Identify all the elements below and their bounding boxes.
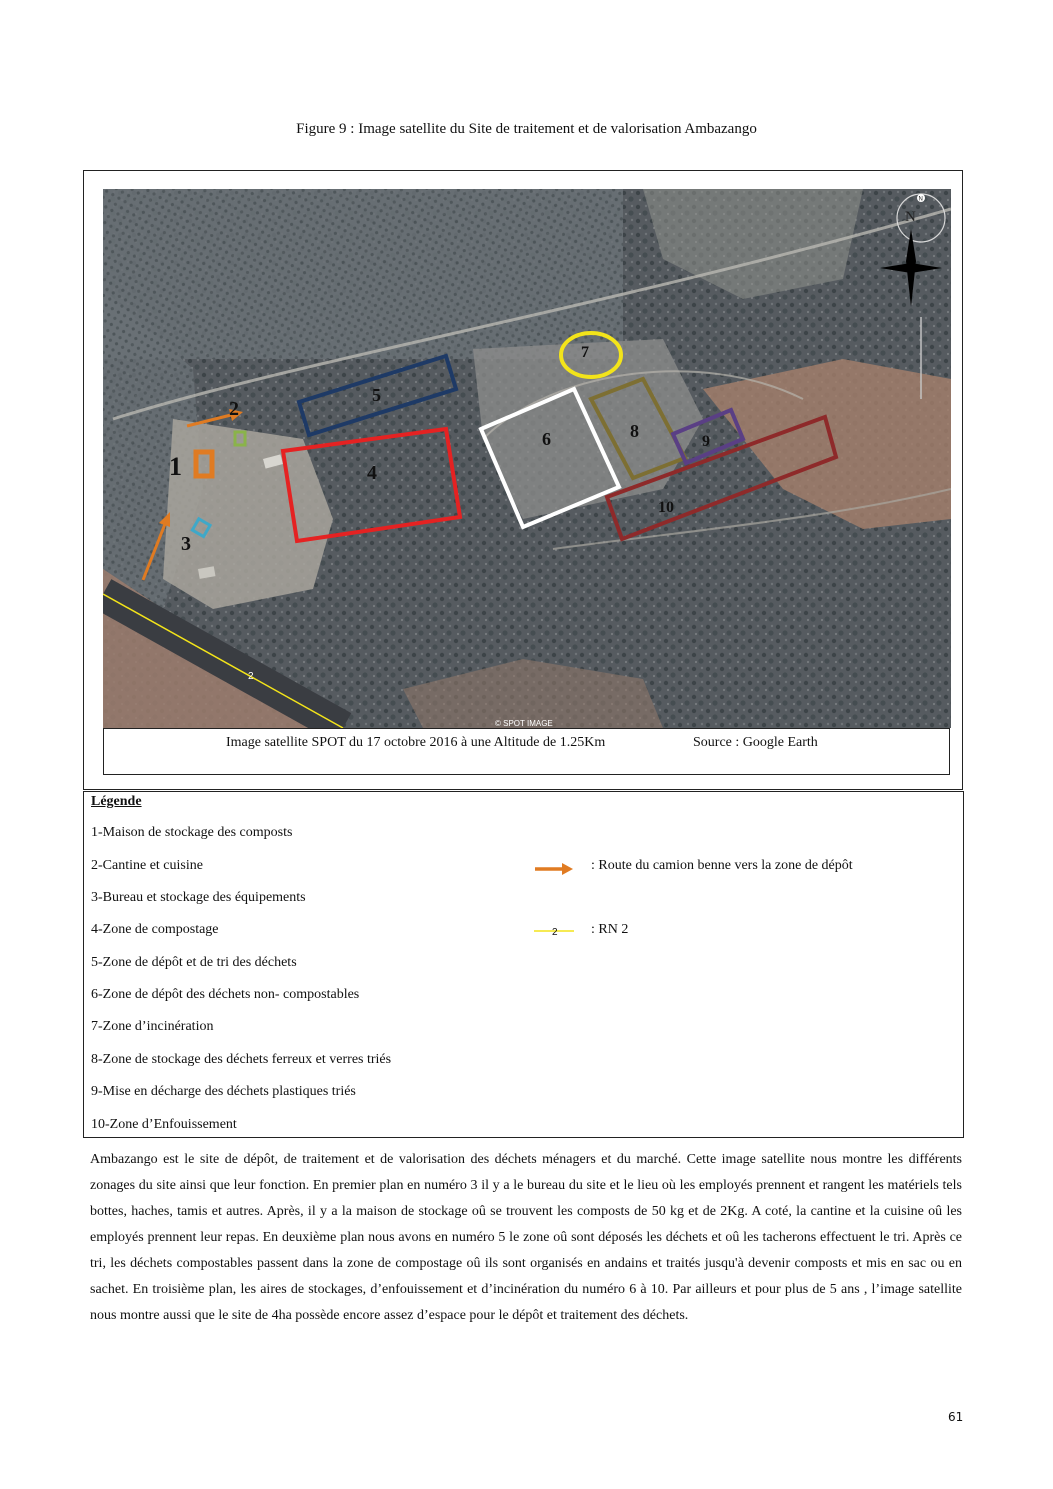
body-paragraph: Ambazango est le site de dépôt, de traitement et de valorisation des déchets ménagers et du marché. Cette image satellite nous montre les différents zonages du site ainsi que leur fonction. En premier plan en numéro 3 il y a le bureau du site et le lieu où les employés prennent et rangent les matériels tels bottes, haches, tamis et autres. Après, il y a la maison de stockage oû se trouvent les composts de 50 kg et de 2Kg. A coté, la cantine et la cuisine oû les employés prennent leur repas. En deuxième plan nous avons en numéro 5 le zone oû sont déposés les déchets et oû les tacherons effectuent le tri. Après ce tri, les déchets compostables passent dans la zone de compostage oû ils sont organisés en andains et traités jusqu'à devenir composts et mis en sac ou en sachet. En troisième plan, les aires de stockages, d’enfouissement et d’incinération du numéro 6 à 10. Par ailleurs et pour plus de 5 ans , l’image satellite nous montre aussi que le site de 4ha possède encore assez d’espace pour le dépôt et traitement des déchets. (90, 1152, 962, 1323)
truck-route-symbol (534, 862, 574, 876)
legend-item: 7-Zone d’incinération (91, 1019, 214, 1034)
legend-item: 2-Cantine et cuisine (91, 858, 203, 873)
zone-7-label: 7 (581, 344, 589, 361)
legend-item: 4-Zone de compostage (91, 922, 219, 937)
caption-source: Source : Google Earth (693, 735, 818, 750)
legend-item: 8-Zone de stockage des déchets ferreux et verres triés (91, 1052, 392, 1067)
road-symbol (534, 924, 574, 940)
satellite-map (103, 189, 951, 728)
zone-2-label: 2 (229, 398, 239, 420)
legend-title: Légende (91, 794, 142, 809)
road-marker: 2 (248, 671, 254, 682)
legend (83, 791, 964, 1138)
legend-item: 9-Mise en décharge des déchets plastiques triés (91, 1084, 356, 1099)
legend-item: 10-Zone d’Enfouissement (91, 1117, 237, 1132)
zone-6-label: 6 (542, 429, 551, 449)
zone-5-label: 5 (372, 385, 381, 405)
legend-item: 6-Zone de dépôt des déchets non- compostables (91, 987, 360, 1002)
zone-9-label: 9 (702, 433, 710, 450)
compass-letter: N (905, 209, 916, 225)
map-svg (103, 189, 951, 728)
map-caption (103, 728, 950, 775)
legend-item: 5-Zone de dépôt et de tri des déchets (91, 955, 297, 970)
truck-route-label: : Route du camion benne vers la zone de dépôt (591, 858, 853, 873)
zone-4-label: 4 (367, 462, 377, 484)
zone-3-label: 3 (181, 533, 191, 555)
caption-left: Image satellite SPOT du 17 octobre 2016 à une Altitude de 1.25Km (226, 735, 606, 750)
orchard-area (103, 189, 623, 359)
legend-item: 3-Bureau et stockage des équipements (91, 890, 306, 905)
zone-1-label: 1 (169, 452, 182, 481)
watermark: © SPOT IMAGE (495, 719, 553, 728)
compass-small-letter: N (918, 196, 923, 203)
figure-title: Figure 9 : Image satellite du Site de traitement et de valorisation Ambazango (296, 121, 757, 137)
zone-10-label: 10 (658, 499, 674, 516)
road-label: : RN 2 (591, 922, 629, 937)
page-number: 61 (948, 1410, 964, 1424)
legend-item: 1-Maison de stockage des composts (91, 825, 293, 840)
road-symbol-marker: 2 (552, 927, 558, 938)
zone-8-label: 8 (630, 421, 639, 441)
